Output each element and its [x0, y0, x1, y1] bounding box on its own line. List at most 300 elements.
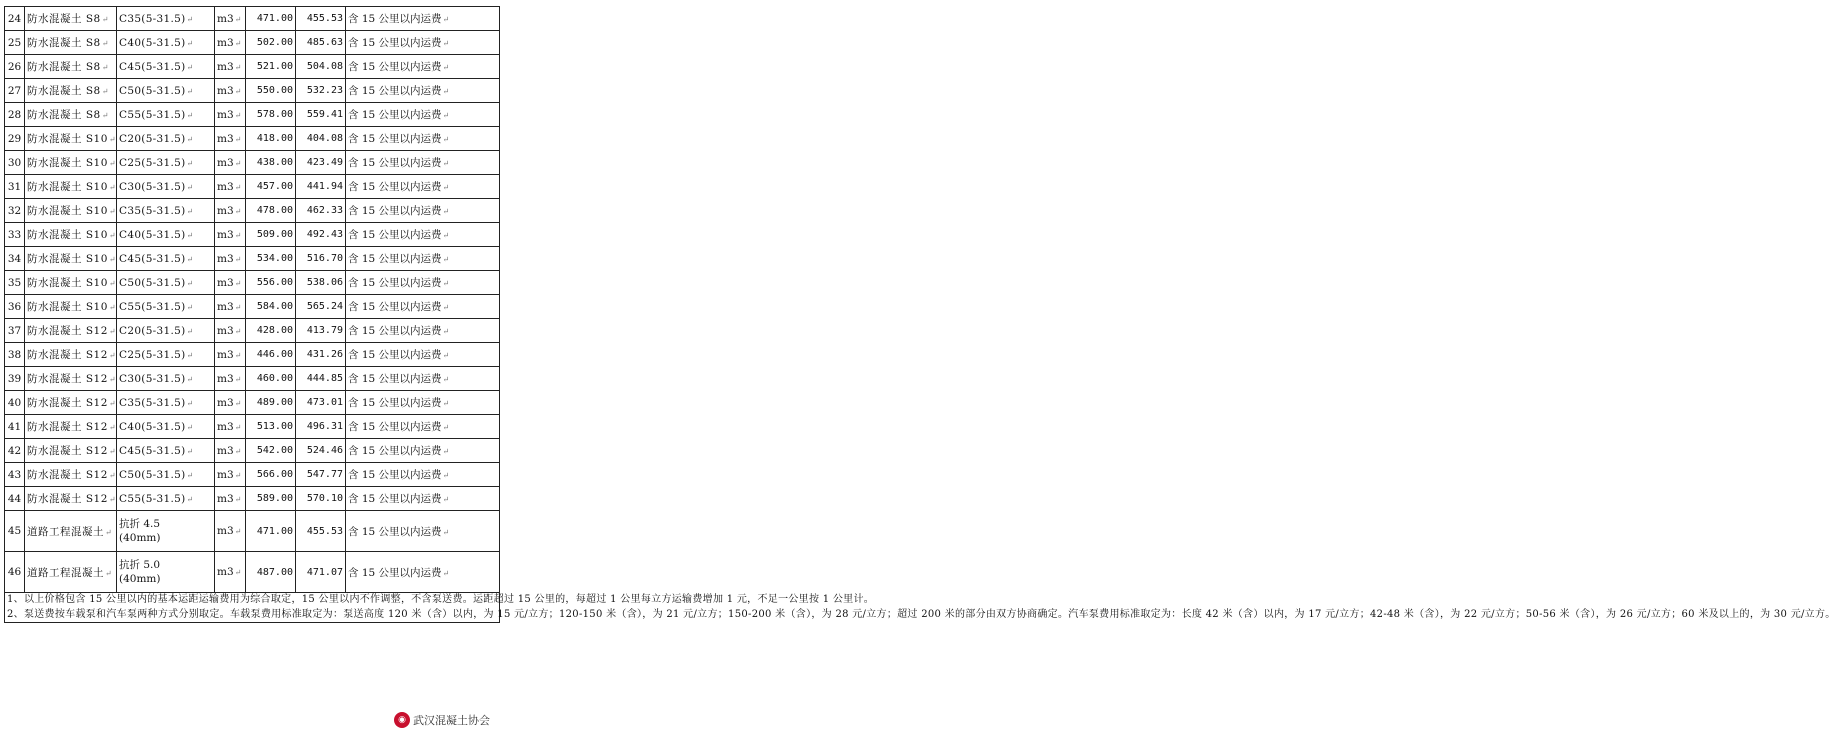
- strength-grade-line: (40mm): [119, 532, 161, 544]
- product-name: [25, 79, 117, 103]
- price-before-tax-text: 502.00: [256, 37, 293, 48]
- price-after-tax: [296, 79, 346, 103]
- paragraph-mark-icon: ↵: [186, 302, 194, 312]
- product-name: [25, 127, 117, 151]
- strength-grade: [117, 552, 215, 593]
- remark: [346, 271, 500, 295]
- paragraph-mark-icon: ↵: [101, 15, 109, 24]
- unit-text: m3: [217, 324, 234, 337]
- paragraph-mark-icon: ↵: [442, 375, 450, 384]
- paragraph-mark-icon: ↵: [234, 38, 242, 48]
- paragraph-mark-icon: ↵: [186, 374, 194, 384]
- price-after-tax: [296, 199, 346, 223]
- price-before-tax-text: 550.00: [256, 85, 293, 96]
- paragraph-mark-icon: ↵: [186, 326, 194, 336]
- unit: [215, 127, 246, 151]
- paragraph-mark-icon: ↵: [234, 568, 242, 577]
- row-number-text: 28: [7, 108, 22, 121]
- row-number: [5, 463, 25, 487]
- paragraph-mark-icon: ↵: [442, 568, 450, 578]
- row-number-text: 33: [7, 228, 22, 241]
- remark: [346, 415, 500, 439]
- price-before-tax-text: 478.00: [256, 205, 293, 216]
- strength-grade-text: C25(5-31.5): [119, 156, 186, 169]
- paragraph-mark-icon: ↵: [234, 470, 242, 480]
- remark-text: 含 15 公里以内运费: [348, 109, 442, 121]
- unit: [215, 511, 246, 552]
- product-name: [25, 103, 117, 127]
- unit: [215, 151, 246, 175]
- strength-grade-text: C35(5-31.5): [119, 204, 186, 217]
- remark-text: 含 15 公里以内运费: [348, 373, 442, 385]
- remark-text: 含 15 公里以内运费: [348, 85, 442, 97]
- remark-text: 含 15 公里以内运费: [348, 205, 442, 217]
- product-name: [25, 343, 117, 367]
- row-number: [5, 151, 25, 175]
- product-name-text: 防水混凝土 S8: [27, 37, 101, 49]
- remark: [346, 7, 500, 31]
- paragraph-mark-icon: ↵: [234, 494, 242, 504]
- unit: [215, 175, 246, 199]
- price-after-tax-text: 538.06: [306, 277, 343, 288]
- row-number-text: 27: [7, 84, 22, 97]
- paragraph-mark-icon: ↵: [234, 446, 242, 456]
- strength-grade: [117, 55, 215, 79]
- paragraph-mark-icon: ↵: [108, 207, 117, 216]
- strength-grade: [117, 463, 215, 487]
- price-after-tax: [296, 391, 346, 415]
- product-name-text: 道路工程混凝土: [27, 525, 104, 538]
- paragraph-mark-icon: ↵: [234, 62, 242, 72]
- remark: [346, 31, 500, 55]
- unit: [215, 247, 246, 271]
- unit-text: m3: [217, 132, 234, 145]
- paragraph-mark-icon: ↵: [108, 231, 117, 240]
- unit: [215, 552, 246, 593]
- unit-text: m3: [217, 60, 234, 73]
- paragraph-mark-icon: ↵: [186, 86, 194, 96]
- price-after-tax-text: 565.24: [306, 301, 343, 312]
- unit: [215, 199, 246, 223]
- paragraph-mark-icon: ↵: [234, 350, 242, 360]
- row-number: [5, 415, 25, 439]
- paragraph-mark-icon: ↵: [442, 87, 450, 96]
- paragraph-mark-icon: ↵: [442, 207, 450, 216]
- strength-grade-text: C20(5-31.5): [119, 324, 186, 337]
- paragraph-mark-icon: ↵: [442, 527, 450, 537]
- price-after-tax: [296, 343, 346, 367]
- paragraph-mark-icon: ↵: [234, 14, 242, 24]
- unit: [215, 295, 246, 319]
- price-table: [4, 6, 1836, 623]
- price-before-tax: [246, 55, 296, 79]
- unit-text: m3: [217, 36, 234, 49]
- price-before-tax-text: 457.00: [256, 181, 293, 192]
- row-number: [5, 55, 25, 79]
- price-after-tax: [296, 247, 346, 271]
- price-after-tax-text: 516.70: [306, 253, 343, 264]
- price-after-tax: [296, 552, 346, 593]
- unit: [215, 103, 246, 127]
- row-number-text: 26: [7, 60, 22, 73]
- product-name: [25, 319, 117, 343]
- paragraph-mark-icon: ↵: [442, 351, 450, 360]
- paragraph-mark-icon: ↵: [108, 351, 117, 360]
- row-number-text: 31: [7, 180, 22, 193]
- strength-grade-text: C25(5-31.5): [119, 348, 186, 361]
- table-row: [5, 271, 500, 295]
- price-before-tax: [246, 415, 296, 439]
- unit-text: m3: [217, 396, 234, 409]
- paragraph-mark-icon: ↵: [105, 568, 113, 578]
- strength-grade: [117, 391, 215, 415]
- remark: [346, 463, 500, 487]
- paragraph-mark-icon: ↵: [234, 254, 242, 264]
- price-after-tax-text: 404.08: [306, 133, 343, 144]
- row-number-text: 29: [7, 132, 22, 145]
- product-name: [25, 487, 117, 511]
- unit-text: m3: [217, 252, 234, 265]
- price-before-tax-text: 509.00: [256, 229, 293, 240]
- strength-grade: [117, 295, 215, 319]
- price-before-tax: [246, 391, 296, 415]
- strength-grade: [117, 271, 215, 295]
- price-before-tax-text: 446.00: [256, 349, 293, 360]
- price-before-tax-text: 521.00: [256, 61, 293, 72]
- price-after-tax-text: 423.49: [306, 157, 343, 168]
- remark: [346, 343, 500, 367]
- paragraph-mark-icon: ↵: [442, 447, 450, 456]
- remark-text: 含 15 公里以内运费: [348, 493, 442, 505]
- paragraph-mark-icon: ↵: [442, 303, 450, 312]
- product-name: [25, 415, 117, 439]
- strength-grade-text: C40(5-31.5): [119, 228, 186, 241]
- table-row: [5, 247, 500, 271]
- unit-text: m3: [217, 372, 234, 385]
- remark: [346, 199, 500, 223]
- strength-grade-text: C50(5-31.5): [119, 468, 186, 481]
- paragraph-mark-icon: ↵: [442, 279, 450, 288]
- paragraph-mark-icon: ↵: [108, 447, 117, 456]
- remark-text: 含 15 公里以内运费: [348, 301, 442, 313]
- price-before-tax: [246, 127, 296, 151]
- paragraph-mark-icon: ↵: [186, 494, 194, 504]
- product-name-text: 防水混凝土 S10: [27, 229, 108, 241]
- unit-text: m3: [217, 228, 234, 241]
- product-name-text: 防水混凝土 S10: [27, 133, 108, 145]
- price-before-tax: [246, 511, 296, 552]
- strength-grade: [117, 415, 215, 439]
- product-name: [25, 391, 117, 415]
- paragraph-mark-icon: ↵: [234, 527, 242, 536]
- price-before-tax: [246, 175, 296, 199]
- table-row: [5, 552, 500, 593]
- price-before-tax: [246, 367, 296, 391]
- price-before-tax: [246, 79, 296, 103]
- remark: [346, 175, 500, 199]
- row-number-text: 37: [7, 324, 22, 337]
- product-name-text: 防水混凝土 S12: [27, 421, 108, 433]
- price-after-tax: [296, 103, 346, 127]
- remark: [346, 367, 500, 391]
- strength-grade: [117, 247, 215, 271]
- strength-grade-text: C50(5-31.5): [119, 276, 186, 289]
- paragraph-mark-icon: ↵: [234, 182, 242, 192]
- unit-text: m3: [217, 156, 234, 169]
- strength-grade-line: 抗折 4.5: [119, 518, 161, 530]
- table-row: [5, 487, 500, 511]
- price-before-tax-text: 471.00: [256, 525, 293, 537]
- paragraph-mark-icon: ↵: [186, 110, 194, 120]
- price-before-tax-text: 418.00: [256, 133, 293, 144]
- product-name: [25, 271, 117, 295]
- paragraph-mark-icon: ↵: [186, 182, 194, 192]
- product-name: [25, 463, 117, 487]
- paragraph-mark-icon: ↵: [234, 398, 242, 408]
- remark-text: 含 15 公里以内运费: [348, 13, 442, 25]
- price-after-tax: [296, 439, 346, 463]
- product-name-text: 防水混凝土 S12: [27, 325, 108, 337]
- strength-grade: [117, 31, 215, 55]
- row-number-text: 30: [7, 156, 22, 169]
- table-row: [5, 319, 500, 343]
- row-number: [5, 391, 25, 415]
- remark: [346, 295, 500, 319]
- product-name-text: 防水混凝土 S12: [27, 493, 108, 505]
- price-before-tax-text: 566.00: [256, 469, 293, 480]
- price-after-tax-text: 547.77: [306, 469, 343, 480]
- strength-grade: [117, 487, 215, 511]
- price-before-tax-text: 584.00: [256, 301, 293, 312]
- remark-text: 含 15 公里以内运费: [348, 525, 442, 538]
- price-after-tax-text: 455.53: [306, 525, 343, 537]
- strength-grade: [117, 7, 215, 31]
- remark-text: 含 15 公里以内运费: [348, 325, 442, 337]
- remark: [346, 127, 500, 151]
- row-number-text: 32: [7, 204, 22, 217]
- product-name: [25, 7, 117, 31]
- row-number-text: 36: [7, 300, 22, 313]
- strength-grade-text: C55(5-31.5): [119, 300, 186, 313]
- row-number-text: 39: [7, 372, 22, 385]
- table-row: [5, 151, 500, 175]
- paragraph-mark-icon: ↵: [442, 327, 450, 336]
- row-number: [5, 7, 25, 31]
- price-before-tax: [246, 31, 296, 55]
- remark-text: 含 15 公里以内运费: [348, 566, 442, 579]
- paragraph-mark-icon: ↵: [442, 135, 450, 144]
- product-name-text: 防水混凝土 S12: [27, 469, 108, 481]
- paragraph-mark-icon: ↵: [442, 15, 450, 24]
- price-after-tax: [296, 127, 346, 151]
- unit: [215, 55, 246, 79]
- watermark: [391, 711, 493, 729]
- remark-text: 含 15 公里以内运费: [348, 181, 442, 193]
- paragraph-mark-icon: ↵: [234, 230, 242, 240]
- price-before-tax-text: 534.00: [256, 253, 293, 264]
- price-after-tax-text: 492.43: [306, 229, 343, 240]
- paragraph-mark-icon: ↵: [186, 62, 194, 72]
- paragraph-mark-icon: ↵: [442, 39, 450, 48]
- product-name: [25, 199, 117, 223]
- price-before-tax: [246, 487, 296, 511]
- product-name: [25, 552, 117, 593]
- paragraph-mark-icon: ↵: [101, 63, 109, 72]
- paragraph-mark-icon: ↵: [186, 446, 194, 456]
- unit-text: m3: [217, 348, 234, 361]
- price-after-tax: [296, 223, 346, 247]
- paragraph-mark-icon: ↵: [101, 87, 109, 96]
- price-after-tax: [296, 31, 346, 55]
- strength-grade-line: (40mm): [119, 573, 161, 585]
- paragraph-mark-icon: ↵: [442, 495, 450, 504]
- price-before-tax: [246, 319, 296, 343]
- row-number: [5, 487, 25, 511]
- remark: [346, 247, 500, 271]
- strength-grade-text: C45(5-31.5): [119, 252, 186, 265]
- paragraph-mark-icon: ↵: [186, 350, 194, 360]
- strength-grade: [117, 103, 215, 127]
- price-before-tax: [246, 463, 296, 487]
- price-before-tax-text: 471.00: [256, 13, 293, 24]
- unit-text: m3: [217, 444, 234, 457]
- remark-text: 含 15 公里以内运费: [348, 253, 442, 265]
- product-name-text: 防水混凝土 S8: [27, 61, 101, 73]
- table-row: [5, 223, 500, 247]
- paragraph-mark-icon: ↵: [234, 326, 242, 336]
- product-name: [25, 367, 117, 391]
- product-name-text: 防水混凝土 S10: [27, 277, 108, 289]
- price-before-tax: [246, 271, 296, 295]
- paragraph-mark-icon: ↵: [186, 422, 194, 432]
- row-number: [5, 343, 25, 367]
- price-after-tax: [296, 511, 346, 552]
- paragraph-mark-icon: ↵: [186, 470, 194, 480]
- strength-grade: [117, 439, 215, 463]
- paragraph-mark-icon: ↵: [442, 63, 450, 72]
- paragraph-mark-icon: ↵: [186, 38, 194, 48]
- row-number: [5, 223, 25, 247]
- table-row: [5, 439, 500, 463]
- paragraph-mark-icon: ↵: [442, 471, 450, 480]
- table-row: [5, 175, 500, 199]
- price-after-tax: [296, 295, 346, 319]
- price-after-tax: [296, 55, 346, 79]
- paragraph-mark-icon: ↵: [186, 230, 194, 240]
- unit-text: m3: [217, 492, 234, 505]
- table-row: [5, 415, 500, 439]
- watermark-text: 武汉混凝土协会: [413, 714, 490, 727]
- unit-text: m3: [217, 420, 234, 433]
- price-after-tax: [296, 487, 346, 511]
- product-name: [25, 31, 117, 55]
- remark-text: 含 15 公里以内运费: [348, 397, 442, 409]
- row-number-text: 24: [7, 12, 22, 25]
- strength-grade-text: C30(5-31.5): [119, 372, 186, 385]
- row-number: [5, 552, 25, 593]
- paragraph-mark-icon: ↵: [442, 159, 450, 168]
- unit: [215, 223, 246, 247]
- paragraph-mark-icon: ↵: [234, 110, 242, 120]
- price-before-tax: [246, 223, 296, 247]
- strength-grade-text: C30(5-31.5): [119, 180, 186, 193]
- price-before-tax: [246, 552, 296, 593]
- strength-grade: [117, 151, 215, 175]
- product-name-text: 防水混凝土 S12: [27, 349, 108, 361]
- unit-text: m3: [217, 108, 234, 121]
- paragraph-mark-icon: ↵: [108, 423, 117, 432]
- unit-text: m3: [217, 300, 234, 313]
- paragraph-mark-icon: ↵: [101, 39, 109, 48]
- paragraph-mark-icon: ↵: [442, 399, 450, 408]
- row-number: [5, 127, 25, 151]
- product-name-text: 防水混凝土 S10: [27, 205, 108, 217]
- price-after-tax-text: 485.63: [306, 37, 343, 48]
- remark-text: 含 15 公里以内运费: [348, 61, 442, 73]
- row-number-text: 25: [7, 36, 22, 49]
- product-name-text: 防水混凝土 S8: [27, 85, 101, 97]
- price-before-tax: [246, 151, 296, 175]
- price-before-tax-text: 487.00: [256, 566, 293, 578]
- row-number: [5, 199, 25, 223]
- unit: [215, 271, 246, 295]
- strength-grade-text: C40(5-31.5): [119, 36, 186, 49]
- paragraph-mark-icon: ↵: [234, 158, 242, 168]
- product-name: [25, 247, 117, 271]
- paragraph-mark-icon: ↵: [108, 375, 117, 384]
- paragraph-mark-icon: ↵: [186, 206, 194, 216]
- paragraph-mark-icon: ↵: [186, 254, 194, 264]
- price-before-tax: [246, 439, 296, 463]
- price-before-tax: [246, 295, 296, 319]
- paragraph-mark-icon: ↵: [108, 495, 117, 504]
- strength-grade-line: 抗折 5.0: [119, 559, 161, 571]
- product-name: [25, 511, 117, 552]
- row-number-text: 40: [7, 396, 22, 409]
- paragraph-mark-icon: ↵: [234, 302, 242, 312]
- price-after-tax: [296, 463, 346, 487]
- row-number-text: 42: [7, 444, 22, 457]
- price-after-tax: [296, 271, 346, 295]
- remark-text: 含 15 公里以内运费: [348, 421, 442, 433]
- paragraph-mark-icon: ↵: [186, 398, 194, 408]
- price-after-tax-text: 570.10: [306, 493, 343, 504]
- product-name-text: 防水混凝土 S8: [27, 109, 101, 121]
- paragraph-mark-icon: ↵: [234, 374, 242, 384]
- unit: [215, 367, 246, 391]
- price-after-tax-text: 473.01: [306, 397, 343, 408]
- remark: [346, 319, 500, 343]
- table-row: [5, 343, 500, 367]
- row-number-text: 44: [7, 492, 22, 505]
- paragraph-mark-icon: ↵: [442, 423, 450, 432]
- row-number-text: 38: [7, 348, 22, 361]
- remark: [346, 439, 500, 463]
- row-number-text: 43: [7, 468, 22, 481]
- table-row: [5, 103, 500, 127]
- remark-text: 含 15 公里以内运费: [348, 157, 442, 169]
- paragraph-mark-icon: ↵: [108, 303, 117, 312]
- unit-text: m3: [217, 180, 234, 193]
- price-before-tax-text: 428.00: [256, 325, 293, 336]
- paragraph-mark-icon: ↵: [234, 134, 242, 144]
- note-1: 1、以上价格包含 15 公里以内的基本运距运输费用为综合取定，15 公里以内不作调整，不含泵送费。运距超过 15 公里的，每超过 1 公里每立方运输费增加 1 元，不足一公里按 1 公里计。: [7, 594, 875, 605]
- table-row: [5, 79, 500, 103]
- strength-grade-text: C45(5-31.5): [119, 60, 186, 73]
- paragraph-mark-icon: ↵: [234, 206, 242, 216]
- row-number: [5, 31, 25, 55]
- row-number-text: 46: [7, 566, 22, 578]
